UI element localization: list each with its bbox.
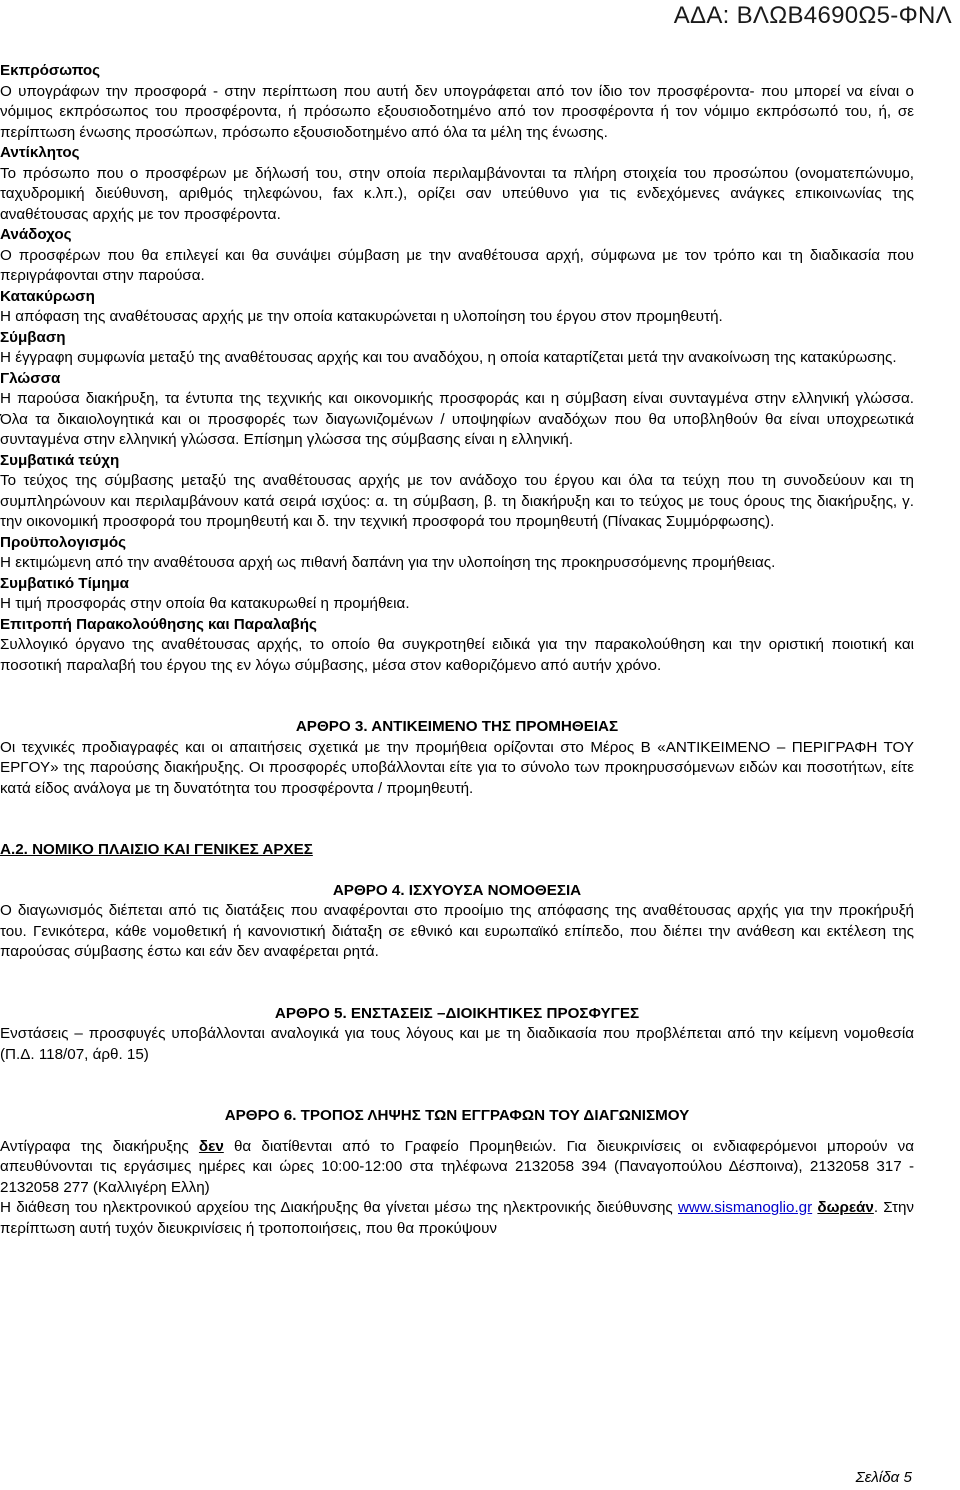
emphasis-free: δωρεάν [817,1199,874,1216]
article-4-text: Ο διαγωνισμός διέπεται από τις διατάξεις που αναφέρονται στο προοίμιο της απόφασης της αναθέτουσας αρχής για την προκήρυξή του. Γενικότερα, κάθε νομοθετική ή κανονιστική διάταξη σε εθνικό και ευρωπαϊκό επίπεδο, που διέπει την ανάθεση και εκτέλεση της παρούσας σύμβασης έστω και εάν δεν αναφέρεται ρητά. [0,902,914,960]
definition-term: Συμβατικά τεύχη [0,451,120,469]
definition-item [0,61,914,143]
definition-item [0,615,914,677]
definition-text: Η παρούσα διακήρυξη, τα έντυπα της τεχνικής και οικονομικής προσφοράς και η σύμβαση είναι συνταγμένα στην ελληνική γλώσσα. Όλα τα δικαιολογητικά και οι προσφορές των διαγωνιζομένων / υποψηφίων αναδόχων που θα υποβληθούν θα είναι υποχρεωτικά συνταγμένα στην ελληνική γλώσσα. Επίσημη γλώσσα της σύμβασης είναι η ελληνική. [0,390,914,448]
definition-term: Προϋπολογισμός [0,533,127,551]
definition-item [0,143,914,225]
text-run: Η διάθεση του ηλεκτρονικού αρχείου της Διακήρυξης θα γίνεται μέσω της ηλεκτρονικής διεύθυνσης [0,1199,678,1216]
definition-term: Κατακύρωση [0,287,95,305]
definition-item [0,287,914,328]
definition-text: Η τιμή προσφοράς στην οποία θα κατακυρωθεί η προμήθεια. [0,595,410,612]
ada-code: ΑΔΑ: ΒΛΩΒ4690Ω5-ΦΝΛ [673,2,952,29]
definition-text: Το πρόσωπο που ο προσφέρων με δήλωσή του, στην οποία περιλαμβάνονται τα πλήρη στοιχεία του προσώπου (ονοματεπώνυμο, ταχυδρομική διεύθυνση, αριθμός τηλεφώνου, fax κ.λπ.), ορίζει σαν υπεύθυνο για τις ενδεχόμενες ανάγκες επικοινωνίας της αναθέτουσας αρχής με τον προσφέροντα. [0,164,914,223]
definition-text: Η απόφαση της αναθέτουσας αρχής με την οποία κατακυρώνεται η υλοποίηση του έργου στον προμηθευτή. [0,308,723,325]
article-5-text: Ενστάσεις – προσφυγές υποβάλλονται αναλογικά για τους λόγους και με τη διαδικασία που προβλέπεται από την κείμενη νομοθεσία (Π.Δ. 118/07, άρθ. 15) [0,1025,914,1063]
emphasis-not: δεν [198,1137,224,1155]
definition-item [0,533,914,574]
document-body [0,61,914,1239]
definition-term: Συμβατικό Τίμημα [0,574,130,592]
text-run: Αντίγραφα της διακήρυξης [0,1137,199,1155]
definition-item [0,225,914,287]
definition-term: Επιτροπή Παρακολούθησης και Παραλαβής [0,615,317,633]
article-3-text: Οι τεχνικές προδιαγραφές και οι απαιτήσεις σχετικά με την προμήθεια ορίζονται στο Μέρος Β «ΑΝΤΙΚΕΙΜΕΝΟ – ΠΕΡΙΓΡΑΦΗ ΤΟΥ ΕΡΓΟΥ» της παρούσης διακήρυξης. Οι προσφορές υποβάλλονται είτε για το σύνολο των προκηρυσσόμενων ειδών και ποσοτήτων, είτε κατά είδος ανάλογα με τη δυνατότητα του προσφέροντα / προμηθευτή. [0,738,914,797]
definition-text: Συλλογικό όργανο της αναθέτουσας αρχής, το οποίο θα συγκροτηθεί ειδικά για την παρακολούθηση και την οριστική ποιοτική και ποσοτική παραλαβή του έργου της εν λόγω σύμβασης, μέσα στον καθοριζόμενο από αυτήν χρόνο. [0,636,914,674]
article-6-paragraph-2 [0,1198,914,1239]
definition-term: Σύμβαση [0,328,66,346]
article-6-title: ΑΡΘΡΟ 6. ΤΡΟΠΟΣ ΛΗΨΗΣ ΤΩΝ ΕΓΓΡΑΦΩΝ ΤΟΥ ΔΙΑΓΩΝΙΣΜΟΥ [224,1107,690,1124]
definition-text: Η έγγραφη συμφωνία μεταξύ της αναθέτουσας αρχής και του αναδόχου, η οποία καταρτίζεται μετά την ανακοίνωση της κατακύρωσης. [0,349,897,366]
definition-item [0,451,914,533]
definition-term: Αντίκλητος [0,144,80,161]
article-4-title: ΑΡΘΡΟ 4. ΙΣΧΥΟΥΣΑ ΝΟΜΟΘΕΣΙΑ [332,881,582,899]
text-run: . Στην περίπτωση αυτή τυχόν διευκρινίσεις ή τροποποιήσεις, που θα προκύψουν [0,1199,914,1237]
section-a2-title: Α.2. ΝΟΜΙΚΟ ΠΛΑΙΣΙΟ ΚΑΙ ΓΕΝΙΚΕΣ ΑΡΧΕΣ [0,841,313,858]
definition-term: Ανάδοχος [0,226,72,243]
definition-text: Το τεύχος της σύμβασης μεταξύ της αναθέτουσας αρχής με τον ανάδοχο του έργου και όλα τα τεύχη που τη συνοδεύουν και τη συμπληρώνουν και περιλαμβάνουν κατά σειρά ισχύος: α. τη σύμβαση, β. τη διακήρυξη και το τεύχος με τους όρους της διακήρυξης, γ. την οικονομική προσφορά του προμηθευτή και δ. την τεχνική προσφορά του προμηθευτή (Πίνακας Συμμόρφωσης). [0,472,914,530]
article-6-paragraph-1 [0,1137,914,1199]
definition-text: Η εκτιμώμενη από την αναθέτουσα αρχή ως πιθανή δαπάνη για την υλοποίηση της προκηρυσσόμενης προμήθειας. [0,554,776,571]
definition-term: Εκπρόσωπος [0,62,101,79]
definitions-list [0,61,914,676]
definition-item [0,369,914,451]
definition-text: Ο προσφέρων που θα επιλεγεί και θα συνάψει σύμβαση με την αναθέτουσα αρχή, σύμφωνα με τον τρόπο και τη διαδικασία που περιγράφονται στην παρούσα. [0,246,914,284]
page-number: Σελίδα 5 [855,1469,912,1486]
definition-term: Γλώσσα [0,369,61,387]
article-3-title: ΑΡΘΡΟ 3. ΑΝΤΙΚΕΙΜΕΝΟ ΤΗΣ ΠΡΟΜΗΘΕΙΑΣ [295,718,619,735]
website-link[interactable]: www.sismanoglio.gr [677,1199,813,1216]
article-5-title: ΑΡΘΡΟ 5. ΕΝΣΤΑΣΕΙΣ –ΔΙΟΙΚΗΤΙΚΕΣ ΠΡΟΣΦΥΓΕΣ [274,1004,640,1022]
definition-item [0,574,914,615]
definition-text: Ο υπογράφων την προσφορά - στην περίπτωση που αυτή δεν υπογράφεται από τον ίδιο τον προσφέροντα- που μπορεί να είναι ο νόμιμος εκπρόσωπος του προσφέροντα, ή πρόσωπο εξουσιοδοτημένο από τον προσφέροντα ή τον νόμιμο εκπρόσωπό του, ή, σε περίπτωση ένωσης προσώπων, πρόσωπο εξουσιοδοτημένο από όλα τα μέλη της ένωσης. [0,82,914,141]
definition-item [0,328,914,369]
text-run: θα διατίθενται από το Γραφείο Προμηθειών. Για διευκρινίσεις οι ενδιαφερόμενοι μπορούν να απευθύνονται τις εργάσιμες ημέρες και ώρες 10:00-12:00 στα τηλέφωνα 2132058 394 (Παναγοπούλου Δέσποινα), 2132058 317 - 2132058 277 (Καλλιγέρη Ελλη) [0,1137,914,1196]
